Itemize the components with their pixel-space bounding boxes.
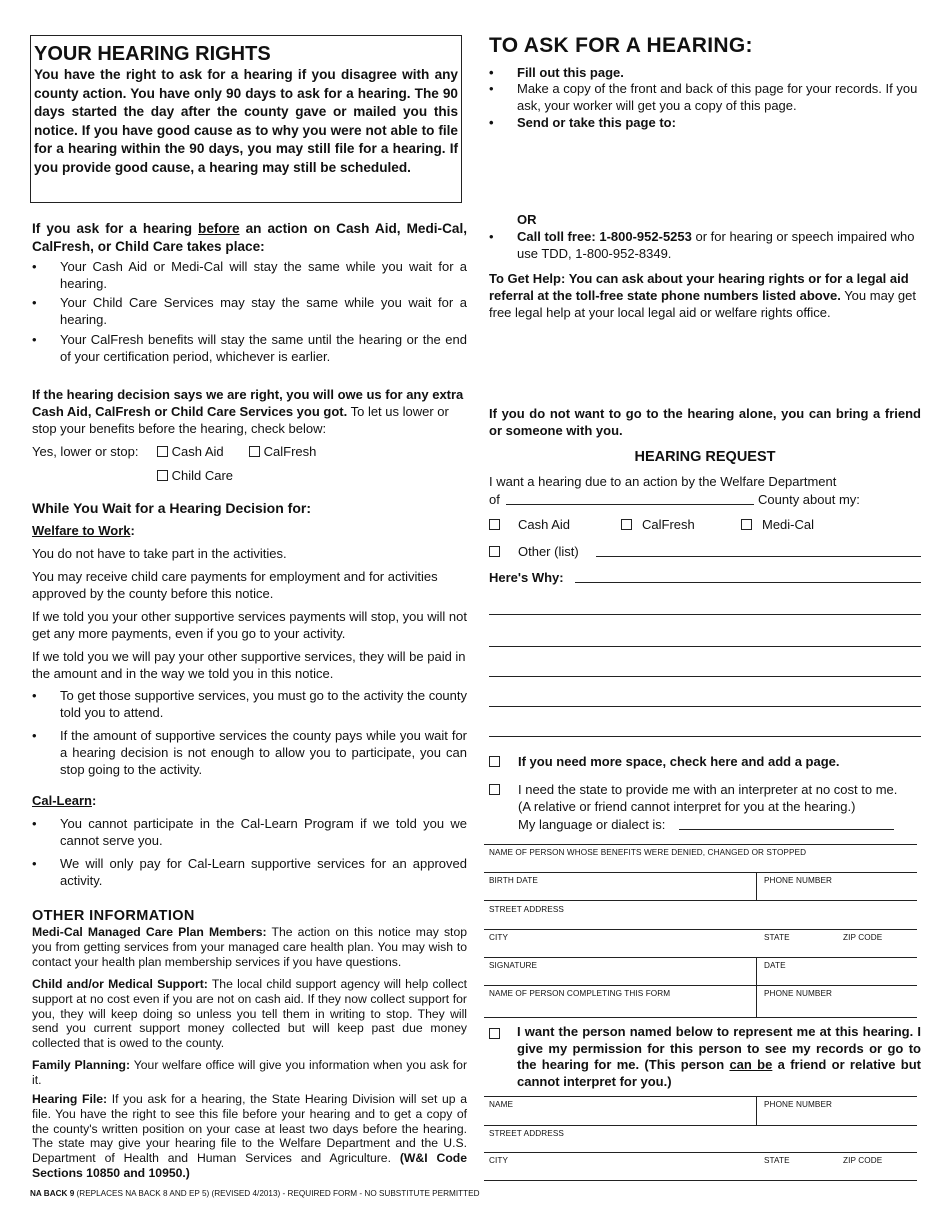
ask-bullet-1: • Fill out this page.: [489, 65, 624, 80]
field-completing-row[interactable]: NAME OF PERSON COMPLETING THIS FORM PHONE NUMBER: [484, 985, 917, 1018]
ask-bullet-2: • Make a copy of the front and back of this page for your records. If you ask, your worker will get you a copy of this page.: [489, 81, 918, 113]
wtw-bullet-2: • If the amount of supportive services the county pays while you wait for a hearing decision is not enough to allow you to participate, you can stop going to the activity.: [32, 728, 467, 777]
field-name-denied[interactable]: NAME OF PERSON WHOSE BENEFITS WERE DENIED, CHANGED OR STOPPED: [484, 844, 917, 873]
field-rep-name-row[interactable]: NAME PHONE NUMBER: [484, 1096, 917, 1126]
other-list-input-line[interactable]: [596, 556, 921, 557]
lower-or-stop-row: [32, 443, 467, 463]
field-city-row[interactable]: CITY STATE ZIP CODE: [484, 929, 917, 958]
form-footer: NA BACK 9 (REPLACES NA BACK 8 AND EP 5) (REVISED 4/2013) - REQUIRED FORM - NO SUBSTITUTE PERMITTED: [30, 1189, 480, 1198]
other-medi-cal: Medi-Cal Managed Care Plan Members: The action on this notice may stop you from getting services from your managed care health plan. You may wish to contact your health plan membership services if you have questions.: [32, 925, 468, 969]
lower-cash-aid-label: Cash Aid: [171, 444, 224, 459]
or-text: OR: [517, 212, 537, 227]
represent-text: I want the person named below to represent me at this hearing. I give my permission for this person to see my records or go to the hearing for me. (This person can be a friend or relative but cannot interpret for you.): [517, 1024, 921, 1089]
hearing-request-heading: HEARING REQUEST: [634, 449, 776, 465]
field-rep-city-row[interactable]: CITY STATE ZIP CODE: [484, 1152, 917, 1181]
program-medi-cal-label: Medi-Cal: [762, 517, 815, 532]
wtw-para-2: You may receive child care payments for employment and for activities approved by the county before this notice.: [32, 569, 438, 601]
wtw-bullet-1: • To get those supportive services, you must go to the activity the county told you to attend.: [32, 688, 467, 720]
field-signature-row[interactable]: SIGNATURE DATE: [484, 957, 917, 986]
interpreter-line-3: My language or dialect is:: [518, 817, 666, 832]
program-medi-cal-checkbox[interactable]: [741, 519, 752, 530]
other-child-support: Child and/or Medical Support: The local child support agency will help collect support at no cost even if you are not on cash aid. If they now collect support for you, they will keep doing so unless you tell them in writing to stop. They will send you current support money collected but will keep past due money collected that is owed to the county.: [32, 977, 467, 1051]
ask-hearing-title: TO ASK FOR A HEARING:: [489, 34, 753, 57]
get-help-paragraph: To Get Help: You can ask about your hearing rights or for a legal aid referral at the toll-free state phone numbers listed above. You may get free legal help at your local legal aid or welfare rights office.: [489, 271, 916, 320]
other-hearing-file: Hearing File: If you ask for a hearing, the State Hearing Division will set up a file. You have the right to see this file before your hearing and to get a copy of the county's written position on your case at least two days before the hearing. The state may give your hearing file to the Welfare Department and the U.S. Department of Health and Human Services and Agriculture. (W&I Code Sections 10850 and 10950.): [32, 1092, 467, 1180]
field-rep-street[interactable]: STREET ADDRESS: [484, 1125, 917, 1153]
request-of-label: of: [489, 492, 500, 507]
interpreter-line-1: I need the state to provide me with an interpreter at no cost to me.: [518, 782, 898, 797]
lower-calfresh-label: CalFresh: [263, 444, 317, 459]
callearn-bullet-2: • We will only pay for Cal-Learn supportive services for an approved activity.: [32, 856, 467, 888]
program-other-checkbox[interactable]: [489, 546, 500, 557]
represent-checkbox[interactable]: [489, 1028, 500, 1039]
other-info-heading: OTHER INFORMATION: [32, 908, 195, 924]
before-bullet-2: • Your Child Care Services may stay the same while you wait for a hearing.: [32, 295, 467, 327]
more-space-checkbox[interactable]: [489, 756, 500, 767]
hearing-rights-text: You have the right to ask for a hearing if you disagree with any county action. You have only 90 days to ask for a hearing. The 90 days started the day after the county gave or mailed you this notice. If you have good cause as to why you were not able to file for a hearing within the 90 days, you may still file for a hearing. If you provide good cause, a hearing may still be scheduled.: [34, 67, 458, 175]
heres-why-line-5[interactable]: [489, 706, 921, 707]
program-cash-aid-checkbox[interactable]: [489, 519, 500, 530]
request-county-label: County about my:: [758, 492, 860, 507]
more-space-label: If you need more space, check here and add a page.: [518, 754, 840, 769]
lower-cash-aid-checkbox[interactable]: [157, 446, 168, 457]
field-street[interactable]: STREET ADDRESS: [484, 901, 917, 930]
program-calfresh-label: CalFresh: [642, 517, 695, 532]
lower-or-stop-label: Yes, lower or stop:: [32, 444, 139, 459]
other-list-label: Other (list): [518, 544, 579, 559]
program-calfresh-checkbox[interactable]: [621, 519, 632, 530]
call-toll-free: • Call toll free: 1-800-952-5253 or for hearing or speech impaired who use TDD, 1-800-952-8349.: [489, 229, 915, 261]
wait-heading: While You Wait for a Hearing Decision for:: [32, 500, 311, 516]
hearing-rights-title: YOUR HEARING RIGHTS: [34, 43, 271, 65]
other-list-row: [489, 543, 921, 561]
lower-child-care-checkbox[interactable]: [157, 470, 168, 481]
heres-why-row: [489, 569, 921, 587]
more-space-row: [489, 753, 921, 771]
callearn-heading: Cal-Learn:: [32, 793, 97, 808]
wtw-heading: Welfare to Work:: [32, 523, 135, 538]
before-action-intro: If you ask for a hearing before an action on Cash Aid, Medi-Cal, CalFresh, or Child Care takes place:: [32, 221, 468, 254]
heres-why-label: Here's Why:: [489, 570, 564, 585]
request-county-row: [489, 491, 921, 509]
heres-why-line-1[interactable]: [575, 582, 921, 583]
wtw-para-4: If we told you we will pay your other supportive services, they will be paid in the amount and in the way we told you in this notice.: [32, 649, 466, 681]
county-input-line[interactable]: [506, 504, 754, 505]
lower-child-care-label: Child Care: [171, 468, 234, 483]
before-bullet-1: • Your Cash Aid or Medi-Cal will stay the same while you wait for a hearing.: [32, 259, 467, 291]
hearing-rights-box: [30, 35, 462, 203]
heres-why-line-2[interactable]: [489, 614, 921, 615]
before-bullet-3: • Your CalFresh benefits will stay the same until the hearing or the end of your certification period, whichever is earlier.: [32, 332, 467, 364]
program-checkbox-row: [489, 516, 921, 534]
heres-why-line-4[interactable]: [489, 676, 921, 677]
heres-why-line-6[interactable]: [489, 736, 921, 737]
wtw-para-3: If we told you your other supportive services payments will stop, you will not get any more payments, even if you go to your activity.: [32, 609, 467, 641]
lower-calfresh-checkbox[interactable]: [249, 446, 260, 457]
decision-paragraph: If the hearing decision says we are right, you will owe us for any extra Cash Aid, CalFresh or Child Care Services you got. To let us lower or stop your benefits before the hearing, check below:: [32, 387, 464, 436]
interpreter-checkbox[interactable]: [489, 784, 500, 795]
lower-child-care-row: [157, 467, 233, 484]
request-line-1: I want a hearing due to an action by the Welfare Department: [489, 474, 837, 489]
ask-bullet-3: • Send or take this page to:: [489, 115, 676, 130]
wtw-para-1: You do not have to take part in the activities.: [32, 546, 287, 561]
represent-row: [489, 1024, 921, 1092]
callearn-bullet-1: • You cannot participate in the Cal-Learn Program if we told you we cannot serve you.: [32, 816, 467, 848]
interpreter-line-2: (A relative or friend cannot interpret for you at the hearing.): [518, 799, 856, 814]
program-cash-aid-label: Cash Aid: [518, 517, 571, 532]
friend-paragraph: If you do not want to go to the hearing alone, you can bring a friend or someone with you.: [489, 406, 921, 438]
heres-why-line-3[interactable]: [489, 646, 921, 647]
language-input-line[interactable]: [679, 829, 894, 830]
field-birth-phone-row[interactable]: BIRTH DATE PHONE NUMBER: [484, 872, 917, 901]
interpreter-row: [489, 781, 921, 833]
other-family-planning: Family Planning: Your welfare office will give you information when you ask for it.: [32, 1058, 468, 1087]
